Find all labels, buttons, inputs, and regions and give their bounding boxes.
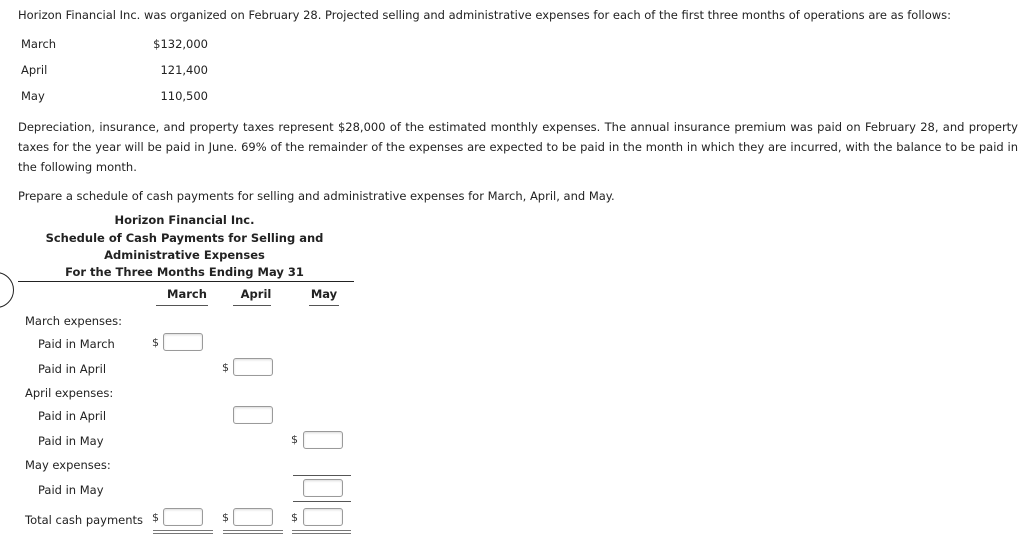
problem-intro: Horizon Financial Inc. was organized on February 28. Projected selling and administrative expenses for each of the first three months of operations are as follows: xyxy=(18,8,952,22)
row-total-cash-payments: Total cash payments xyxy=(25,513,144,527)
row-april-paid-may: Paid in May xyxy=(38,434,104,448)
question-marker-circle xyxy=(0,272,14,308)
column-header-may: May xyxy=(310,287,338,301)
problem-paragraph: Depreciation, insurance, and property taxes represent $28,000 of the estimated monthly expenses. The annual insurance premium was paid on February 28, and property taxes for the year will be paid in June. 69% of the remainder of the expenses are expected to be paid in the month in which they are incurred, with the balance to be paid in the following month. xyxy=(18,120,1018,174)
input-total-may[interactable] xyxy=(303,508,343,526)
row-may-paid-may: Paid in May xyxy=(38,483,104,497)
input-april-paid-may[interactable] xyxy=(303,431,343,449)
dollar-sign: $ xyxy=(152,511,159,524)
row-may-expenses: May expenses: xyxy=(25,458,111,472)
subtotal-line-may xyxy=(293,475,351,476)
expense-amount-march: $132,000 xyxy=(153,37,208,51)
problem-instruction: Prepare a schedule of cash payments for selling and administrative expenses for March, April, and May. xyxy=(18,189,615,203)
input-march-paid-april[interactable] xyxy=(233,358,273,376)
row-march-paid-march: Paid in March xyxy=(38,337,115,351)
dollar-sign: $ xyxy=(291,433,298,446)
expense-month-may: May xyxy=(21,89,45,103)
row-april-expenses: April expenses: xyxy=(25,386,114,400)
column-underline-may xyxy=(309,305,339,306)
input-april-paid-april[interactable] xyxy=(233,406,273,424)
expense-amount-april: 121,400 xyxy=(160,63,208,77)
row-march-expenses: March expenses: xyxy=(25,314,122,328)
schedule-title-line1: Schedule of Cash Payments for Selling and xyxy=(45,231,324,245)
double-underline-march xyxy=(153,530,213,534)
column-underline-march xyxy=(156,305,208,306)
input-total-april[interactable] xyxy=(233,508,273,526)
schedule-header-rule xyxy=(18,281,354,282)
input-march-paid-march[interactable] xyxy=(163,333,203,351)
expense-month-april: April xyxy=(21,63,48,77)
expense-amount-may: 110,500 xyxy=(160,89,208,103)
input-total-march[interactable] xyxy=(163,508,203,526)
schedule-period: For the Three Months Ending May 31 xyxy=(65,265,304,279)
expense-month-march: March xyxy=(21,37,57,51)
row-april-paid-april: Paid in April xyxy=(38,409,107,423)
column-underline-april xyxy=(233,305,271,306)
schedule-company: Horizon Financial Inc. xyxy=(114,213,255,227)
dollar-sign: $ xyxy=(222,361,229,374)
total-line-may xyxy=(293,501,351,502)
column-header-april: April xyxy=(240,287,272,301)
column-header-march: March xyxy=(167,287,207,301)
dollar-sign: $ xyxy=(152,336,159,349)
dollar-sign: $ xyxy=(222,511,229,524)
double-underline-may xyxy=(292,530,351,534)
dollar-sign: $ xyxy=(291,511,298,524)
double-underline-april xyxy=(223,530,283,534)
row-march-paid-april: Paid in April xyxy=(38,362,107,376)
schedule-title-line2: Administrative Expenses xyxy=(104,248,265,262)
input-may-paid-may[interactable] xyxy=(303,479,343,497)
